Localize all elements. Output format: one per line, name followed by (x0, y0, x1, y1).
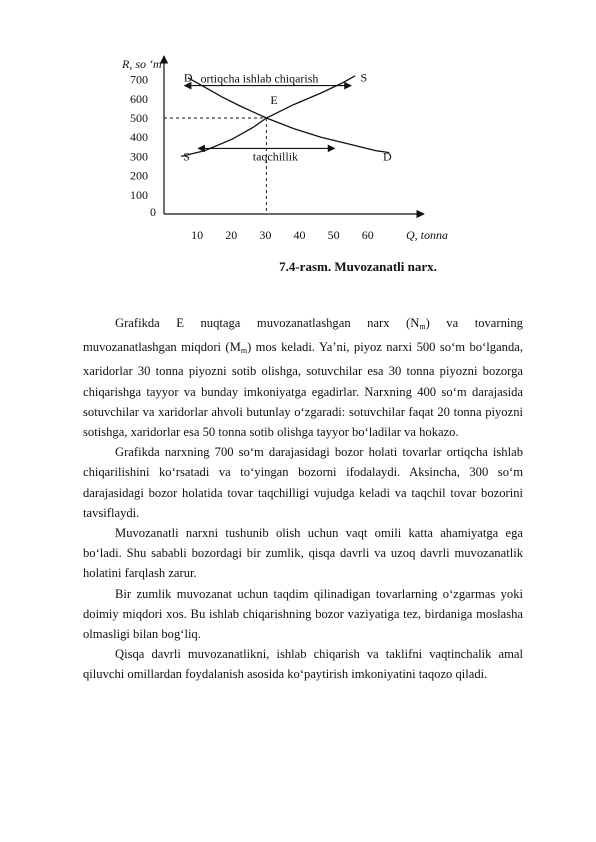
paragraph-3: Muvozanatli narxni tushunib olish uchun vaqt omili katta ahamiyatga ega bo‘ladi. Shu sababli bozordagi bir zumlik, qisqa davrli va uzoq davrli muvozanatlik holatini farqlash zarur. (83, 526, 523, 581)
paragraph-1-part: ) va tovarning muvozanatlashgan miqdori (M (83, 316, 523, 355)
curve-label-s-top: S (360, 70, 368, 85)
y-tick-label: 700 (130, 72, 148, 87)
paragraph-5: Qisqa davrli muvozanatlikni, ishlab chiqarish va taklifni vaqtinchalik amal qiluvchi omillardan foydalanish asosida ko‘paytirish imkoniyatini taqozo qiladi. (83, 647, 523, 682)
body-text (83, 313, 523, 685)
y-tick-label: 600 (130, 91, 148, 106)
y-tick-label: 100 (130, 187, 148, 202)
x-tick-label: 50 (327, 228, 340, 242)
shortage-label: taqchillik (252, 149, 299, 164)
y-tick-label: 200 (130, 168, 148, 183)
curve-label-d-top: D (183, 70, 193, 85)
paragraph-1-part: Grafikda E nuqtaga muvozanatlashgan narx (N (115, 316, 420, 330)
paragraph-4: Bir zumlik muvozanat uchun taqdim qilinadigan tovarlarning o‘zgarmas yoki doimiy miqdori xos. Bu ishlab chiqarishning bozor vaziyatiga tez, birdaniga moslasha olmasligi bilan bog‘liq. (83, 586, 523, 642)
curve-d (188, 78, 389, 153)
x-tick-label: 30 (259, 228, 272, 242)
y-tick-label: 0 (150, 205, 156, 219)
paragraph-1 (83, 313, 523, 442)
x-tick-label: 20 (225, 228, 238, 242)
paragraph-1-part: ) mos keladi. Ya’ni, piyoz narxi 500 so‘m bo‘lganda, xaridorlar 30 tonna piyozni sotib olishga, sotuvchilar esa 30 tonna piyozni bozorga chiqarishga tayyor va bunday imkoniyatga egadirlar. Narxning 400 so‘m darajasida sotuvchilar va xaridorlar ahvoli butunlay o‘zgaradi: sotuvchilar faqat 20 tonna piyozni sotishga, xaridorlar esa 50 tonna sotib olishga tayyor bo‘ladilar va hokazo. (83, 340, 524, 440)
y-tick-label: 500 (130, 111, 148, 125)
x-tick-label: 60 (361, 228, 374, 242)
curve-label-d-bottom: D (383, 149, 392, 164)
x-tick-label: 40 (293, 228, 306, 242)
subscript-m: m (240, 346, 248, 356)
supply-demand-chart (110, 50, 490, 250)
x-tick-label: 10 (191, 228, 204, 242)
surplus-label: ortiqcha ishlab chiqarish (200, 71, 319, 86)
paragraph-2: Grafikda narxning 700 so‘m darajasidagi bozor holati tovarlar ortiqcha ishlab chiqarilishini ko‘rsatadi va to‘yingan bozorni ifodalaydi. Aksincha, 300 so‘m darajasidagi bozor holatida tovar taqchilligi vujudga keladi va taqchil tovar bozorini tavsiflaydi. (83, 445, 523, 520)
curve-label-s-bottom: S (183, 149, 190, 164)
y-tick-label: 300 (130, 149, 148, 164)
y-tick-label: 400 (130, 130, 148, 145)
y-axis-label: R, so ‘m (122, 57, 162, 71)
subscript-m: m (419, 322, 426, 331)
equilibrium-label: E (270, 93, 278, 107)
figure-caption: 7.4-rasm. Muvozanatli narx. (279, 259, 437, 274)
x-axis-label: Q, tonna (406, 228, 448, 242)
